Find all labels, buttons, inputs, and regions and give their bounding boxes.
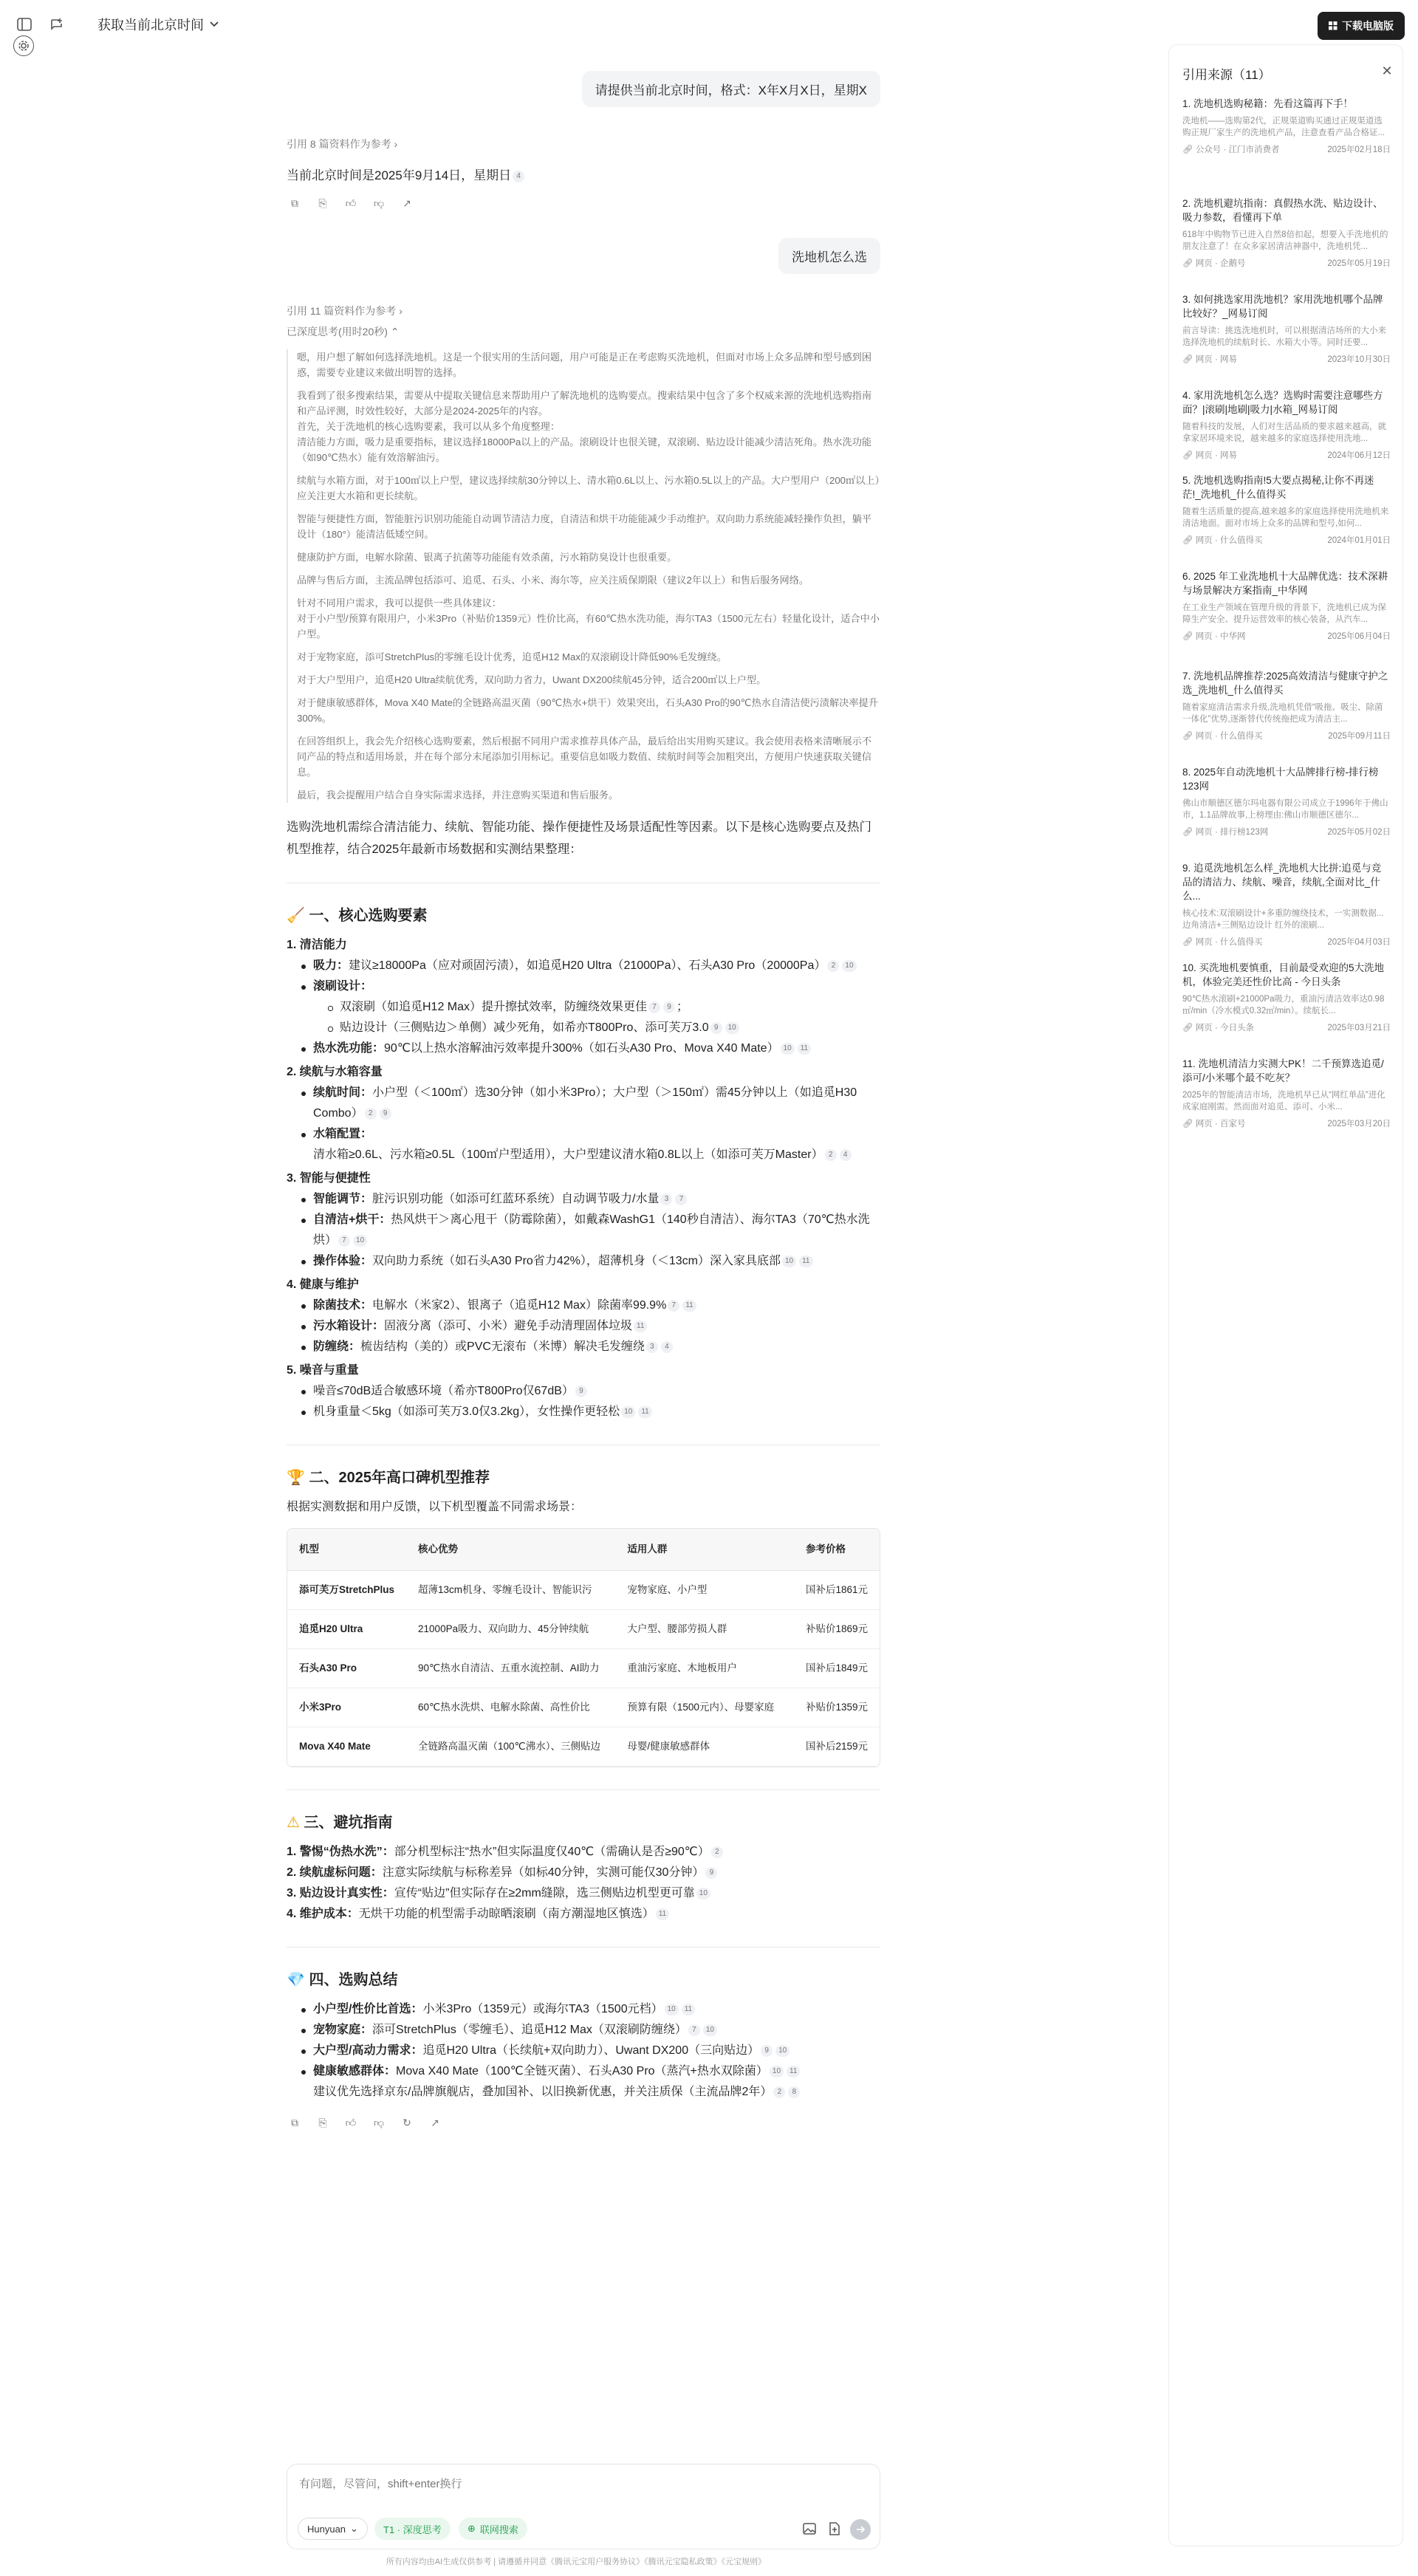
- model-selector[interactable]: Hunyuan ⌄: [298, 2518, 368, 2540]
- citation-item[interactable]: [1182, 669, 1391, 741]
- citation-source: 🔗︎ 网页 · 企鹅号: [1182, 259, 1246, 268]
- citation-item[interactable]: [1182, 196, 1391, 269]
- link-icon: 🔗︎: [1182, 632, 1193, 641]
- image-upload-icon[interactable]: [801, 2521, 818, 2537]
- section-heading: 🧹 一、核心选购要素: [287, 908, 428, 924]
- citation-title: 8. 2025年自动洗地机十大品牌排行榜-排行榜123网: [1182, 767, 1379, 792]
- list-item: 3. 贴边设计真实性：宣传“贴边”但实际存在≥2mm缝隙，选三侧贴边机型更可靠 10: [287, 1883, 880, 1904]
- citation-title: 7. 洗地机品牌推荐:2025高效清洁与健康守护之选_洗地机_什么值得买: [1182, 671, 1388, 696]
- citation-source: 🔗︎ 网页 · 网易: [1182, 355, 1238, 364]
- thinking-paragraph: 健康防护方面，电解水除菌、银离子抗菌等功能能有效杀菌，污水箱防臭设计也很重要。: [297, 552, 677, 563]
- citation-date: 2025年03月21日: [1327, 1024, 1391, 1032]
- table-header: 适用人群: [615, 1529, 794, 1571]
- link-icon: 🔗︎: [1182, 536, 1193, 545]
- message-actions: [287, 195, 880, 211]
- thumbs-up-icon[interactable]: 👍︎: [345, 2117, 357, 2128]
- citation-date: 2024年01月01日: [1327, 536, 1391, 545]
- citation-source: 🔗︎ 网页 · 什么值得买: [1182, 536, 1263, 545]
- footer-disclaimer: 所有内容均由AI生成仅供参考 | 请遵循并同意《腾讯元宝用户服务协议》《腾讯元宝隐私政策》《元宝规则》: [386, 2558, 767, 2566]
- download-desktop-button[interactable]: 下载电脑版: [1318, 12, 1405, 40]
- citation-item[interactable]: [1182, 861, 1391, 948]
- regenerate-icon[interactable]: ↻: [403, 2117, 411, 2128]
- table-row: 追觅H20 Ultra 21000Pa吸力、双向助力、45分钟续航 大户型、腰部劳损人群 补贴价1869元: [287, 1610, 880, 1649]
- list-item: 操作体验：双向助力系统（如石头A30 Pro省力42%），超薄机身（＜13cm）深入家具底部 10 11: [301, 1251, 880, 1272]
- citation-snippet: 618年中购物节已进入自然8倍扣起，想要入手洗地机的朋友注意了！在众多家居清洁神器中，洗地机凭...: [1182, 230, 1388, 251]
- list-item: 4. 维护成本：无烘干功能的机型需手动晾晒滚刷（南方潮湿地区慎选） 11: [287, 1904, 880, 1925]
- citation-item[interactable]: [1182, 292, 1391, 365]
- sidebar-title: 引用来源（11）: [1182, 68, 1271, 82]
- list-item: 热水洗功能：90℃以上热水溶解油污效率提升300%（如石头A30 Pro、Mova X40 Mate） 10 11: [301, 1038, 880, 1059]
- citation-snippet: 随着生活质量的提高,越来越多的家庭选择使用洗地机来清洁地面。面对市场上众多的品牌和型号,如何...: [1182, 507, 1389, 528]
- arrow-right-icon: [855, 2524, 866, 2535]
- citation-snippet: 核心技术:双滚刷设计+多重防缠绕技术，一实测数据...边角清洁+三侧贴边设计 红外的滚刷...: [1182, 909, 1384, 930]
- citation-title: 4. 家用洗地机怎么选？选购时需要注意哪些方面？|滚刷|地刷|吸力|水箱_网易订阅: [1182, 390, 1383, 415]
- forward-icon[interactable]: ↗: [403, 196, 411, 209]
- copy-icon[interactable]: ⧉: [291, 196, 298, 209]
- citation-source: 🔗︎ 网页 · 百家号: [1182, 1120, 1246, 1128]
- gem-icon: 💎: [287, 1972, 305, 1988]
- citation-snippet: 随着科技的发展，人们对生活品质的要求越来越高，就拿家居环境来说，越来越多的家庭选择使用洗地...: [1182, 422, 1386, 443]
- reference-count-link[interactable]: 引用 8 篇资料作为参考 ›: [287, 138, 398, 150]
- table-row: 小米3Pro 60℃热水洗烘、电解水除菌、高性价比 预算有限（1500元内）、母婴家庭 补贴价1359元: [287, 1688, 880, 1727]
- citation-date: 2025年04月03日: [1327, 938, 1391, 947]
- citation-item[interactable]: [1182, 961, 1391, 1033]
- citation-item[interactable]: [1182, 473, 1391, 546]
- citation-source: 🔗︎ 网页 · 中华网: [1182, 632, 1246, 641]
- list-item: 污水箱设计：固液分离（添可、小米）避免手动清理固体垃圾 11: [301, 1316, 880, 1337]
- table-header: 参考价格: [794, 1529, 880, 1571]
- list-item: 双滚刷（如追觅H12 Max）提升擦拭效率，防缠绕效果更佳 7 9 ；: [328, 997, 880, 1018]
- chevron-down-icon: [210, 21, 219, 27]
- link-icon: 🔗︎: [1182, 732, 1193, 741]
- divider: [287, 1789, 880, 1790]
- assistant-answer: 当前北京时间是2025年9月14日，星期日 4: [287, 165, 880, 183]
- citation-source: 🔗︎ 网页 · 网易: [1182, 451, 1238, 460]
- top-bar: [0, 0, 1152, 53]
- citation-source: 🔗︎ 网页 · 什么值得买: [1182, 732, 1263, 741]
- thinking-block: [287, 349, 880, 803]
- link-icon: 🔗︎: [1182, 355, 1193, 364]
- thinking-paragraph: 首先，关于洗地机的核心选购要素，我可以从多个角度整理：: [297, 421, 561, 432]
- list-item: 水箱配置：清水箱≥0.6L、污水箱≥0.5L（100㎡户型适用），大户型建议清水箱0.8L以上（如添可芙万Master） 2 4: [301, 1124, 880, 1165]
- chat-input[interactable]: [299, 2473, 860, 2494]
- conversation-title: 获取当前北京时间: [97, 18, 204, 32]
- citation-source: 🔗︎ 网页 · 今日头条: [1182, 1024, 1255, 1032]
- thinking-paragraph: 智能与便捷性方面，智能脏污识别功能能自动调节清洁力度，自清洁和烘干功能能减少手动维护。双向助力系统能减轻操作负担，躺平设计（180°）能清洁低矮空间。: [297, 513, 872, 540]
- table-row: Mova X40 Mate 全链路高温灭菌（100℃沸水）、三侧贴边 母婴/健康敏感群体 国补后2159元: [287, 1727, 880, 1767]
- citation-item[interactable]: [1182, 388, 1391, 461]
- citation-snippet: 随着家庭清洁需求升级,洗地机凭借“吸拖、吸尘、除菌一体化”优势,逐渐替代传统拖把成为清洁主...: [1182, 703, 1383, 724]
- user-message: 请提供当前北京时间，格式：X年X月X日，星期X: [582, 71, 880, 107]
- list-item: 宠物家庭：添可StretchPlus（零缠毛）、追觅H12 Max（双滚刷防缠绕） 7 10: [301, 2020, 880, 2041]
- settings-gear-icon[interactable]: [13, 35, 34, 56]
- list-item: 2. 续航虚标问题：注意实际续航与标称差异（如标40分钟，实测可能仅30分钟） 9: [287, 1863, 880, 1883]
- thumbs-down-icon[interactable]: 👎︎: [373, 2117, 385, 2128]
- citation-title: 6. 2025 年工业洗地机十大品牌优选：技术深耕与场景解决方案指南_中华网: [1182, 571, 1388, 596]
- list-item: 大户型/高动力需求：追觅H20 Ultra（长续航+双向助力）、Uwant DX200（三向贴边） 9 10: [301, 2041, 880, 2061]
- thumbs-down-icon[interactable]: 👎︎: [373, 196, 385, 209]
- conversation-title-dropdown[interactable]: [97, 15, 219, 34]
- thinking-paragraph: 对于宠物家庭，添可StretchPlus的零缠毛设计优秀，追觅H12 Max的双滚刷设计降低90%毛发缠绕。: [297, 651, 727, 662]
- deep-think-toggle-button[interactable]: T1 · 深度思考: [374, 2518, 451, 2540]
- list-item: 吸力：建议≥18000Pa（应对顽固污渍），如追觅H20 Ultra（21000Pa）、石头A30 Pro（20000Pa） 2 10: [301, 956, 880, 976]
- file-upload-icon[interactable]: [826, 2521, 843, 2537]
- thinking-paragraph: 在回答组织上，我会先介绍核心选购要素，然后根据不同用户需求推荐具体产品，最后给出实用购买建议。我会使用表格来清晰展示不同产品的特点和适用场景，并在每个部分末尾添加引用标记。重要信息如吸力数值、续航时间等会加粗突出，方便用户快速获取关键信息。: [297, 736, 872, 778]
- citation-source: 🔗︎ 网页 · 什么值得买: [1182, 938, 1263, 947]
- web-search-toggle-button[interactable]: ⊕ 联网搜索: [459, 2518, 527, 2540]
- thumbs-up-icon[interactable]: 👍︎: [345, 196, 357, 209]
- link-icon: 🔗︎: [1182, 259, 1193, 268]
- thinking-paragraph: 对于健康敏感群体，Mova X40 Mate的全链路高温灭菌（90℃热水+烘干）效果突出，石头A30 Pro的90℃热水自清洁使污渍解决率提升300%。: [297, 697, 878, 724]
- list-item: 滚刷设计： 双滚刷（如追觅H12 Max）提升擦拭效率，防缠绕效果更佳 7 9 ； 贴边设计（三侧贴边＞单侧）减少死角，如希亦T800Pro、添可芙万3.0 9 10: [301, 976, 880, 1038]
- citation-title: 3. 如何挑选家用洗地机？家用洗地机哪个品牌比较好？_网易订阅: [1182, 294, 1383, 319]
- chat-input-box: [287, 2464, 880, 2549]
- citation-item[interactable]: [1182, 1057, 1391, 1129]
- divider: [287, 1947, 880, 1948]
- share-icon[interactable]: ⎘: [318, 2117, 327, 2128]
- trophy-icon: 🏆: [287, 1470, 305, 1486]
- list-item: 自清洁+烘干：热风烘干＞离心甩干（防霉除菌），如戴森WashG1（140秒自清洁）、海尔TA3（70℃热水洗烘） 7 10: [301, 1210, 880, 1251]
- sidebar-toggle-icon[interactable]: [15, 15, 34, 34]
- citation-sidebar: [1168, 44, 1403, 2546]
- link-icon: 🔗︎: [1182, 1120, 1193, 1128]
- subheading: 5. 噪音与重量: [287, 1364, 359, 1377]
- citation-title: 10. 买洗地机要慎重，目前最受欢迎的5大洗地机，体验完美还性价比高 - 今日头条: [1182, 962, 1385, 987]
- send-button[interactable]: [850, 2519, 871, 2540]
- warning-icon: ⚠: [287, 1815, 300, 1831]
- share-icon[interactable]: ⎘: [318, 196, 327, 209]
- message-actions: [287, 2114, 880, 2131]
- thinking-paragraph: 对于大户型用户，追觅H20 Ultra续航优秀，双向助力省力，Uwant DX200续航45分钟，适合200㎡以上户型。: [297, 674, 767, 685]
- citation-title: 2. 洗地机避坑指南：真假热水洗、贴边设计、吸力参数，看懂再下单: [1182, 198, 1383, 223]
- new-chat-icon[interactable]: [47, 15, 66, 34]
- citation-item[interactable]: [1182, 765, 1391, 837]
- thinking-paragraph: 针对不同用户需求，我可以提供一些具体建议：: [297, 597, 501, 609]
- subheading: 2. 续航与水箱容量: [287, 1066, 383, 1078]
- close-icon[interactable]: ✕: [1381, 63, 1393, 78]
- recommendation-table: [287, 1528, 880, 1767]
- citation-title: 1. 洗地机选购秘籍：先看这篇再下手！: [1182, 98, 1354, 109]
- list-item: 健康敏感群体：Mova X40 Mate（100℃全链灭菌）、石头A30 Pro（蒸汽+热水双除菌） 10 11 建议优先选择京东/品牌旗舰店，叠加国补、以旧换新优惠，并关注质保（主流品牌2年） 2 8: [301, 2061, 880, 2103]
- chat-thread: [287, 53, 880, 2131]
- list-item: 机身重量＜5kg（如添可芙万3.0仅3.2kg），女性操作更轻松 10 11: [301, 1402, 880, 1422]
- table-row: 添可芙万StretchPlus 超薄13cm机身、零缠毛设计、智能识污 宠物家庭、小户型 国补后1861元: [287, 1571, 880, 1610]
- windows-icon: [1329, 21, 1337, 30]
- citation-title: 5. 洗地机选购指南!5大要点揭秘,让你不再迷茫!_洗地机_什么值得买: [1182, 475, 1374, 500]
- citation-snippet: 2025年的智能清洁市场，洗地机早已从“网红单品”进化成家庭刚需。然而面对追觅、添可、小米...: [1182, 1091, 1386, 1111]
- list-item: 小户型/性价比首选：小米3Pro（1359元）或海尔TA3（1500元档） 10 11: [301, 1999, 880, 2020]
- list-item: 贴边设计（三侧贴边＞单侧）减少死角，如希亦T800Pro、添可芙万3.0 9 10: [328, 1018, 880, 1038]
- citation-date: 2025年05月02日: [1327, 828, 1391, 837]
- citation-title: 9. 追觅洗地机怎么样_洗地机大比拼:追觅与竞品的清洁力、续航、噪音，续航,全面对比_什么...: [1182, 863, 1382, 902]
- list-item: 续航时间：小户型（＜100㎡）选30分钟（如小米3Pro）；大户型（＞150㎡）需45分钟以上（如追觅H30 Combo） 2 9: [301, 1083, 880, 1124]
- citation-date: 2025年09月11日: [1328, 732, 1391, 741]
- globe-icon: ⊕: [467, 2523, 476, 2534]
- deep-think-toggle[interactable]: 已深度思考(用时20秒) ⌃: [287, 326, 400, 338]
- citation-date: 2024年06月12日: [1327, 451, 1391, 460]
- table-row: 石头A30 Pro 90℃热水自清洁、五重水流控制、AI助力 重油污家庭、木地板用户 国补后1849元: [287, 1649, 880, 1688]
- table-intro: 根据实测数据和用户反馈，以下机型覆盖不同需求场景：: [287, 1501, 583, 1513]
- thinking-paragraph: 我看到了很多搜索结果，需要从中提取关键信息来帮助用户了解洗地机的选购要点。搜索结果中包含了多个权威来源的洗地机选购指南和产品评测，时效性较好，大部分是2024-2025年的内容。: [297, 390, 872, 417]
- list-item: 1. 警惕“伪热水洗”：部分机型标注“热水”但实际温度仅40℃（需确认是否≥90℃） 2: [287, 1842, 880, 1863]
- link-icon: 🔗︎: [1182, 938, 1193, 947]
- subheading: 1. 清洁能力: [287, 939, 347, 951]
- section-heading: 💎 四、选购总结: [287, 1972, 398, 1988]
- thinking-paragraph: 清洁能力方面，吸力是重要指标，建议选择18000Pa以上的产品。滚刷设计也很关键，双滚刷、贴边设计能减少清洁死角。热水洗功能（如90℃热水）能有效溶解油污。: [297, 436, 872, 463]
- link-icon: 🔗︎: [1182, 145, 1193, 154]
- citation-source: 🔗︎ 公众号 · 江门市消费者: [1182, 145, 1280, 154]
- answer-intro: 选购洗地机需综合清洁能力、续航、智能功能、操作便捷性及场景适配性等因素。以下是核心选购要点及热门机型推荐，结合2025年最新市场数据和实测结果整理：: [287, 821, 871, 856]
- thinking-paragraph: 最后，我会提醒用户结合自身实际需求选择，并注意购买渠道和售后服务。: [297, 789, 619, 801]
- citation-title: 11. 洗地机清洁力实测大PK！二千预算选追觅/添可/小米哪个最不吃灰？: [1182, 1058, 1384, 1083]
- thinking-paragraph: 品牌与售后方面，主流品牌包括添可、追觅、石头、小米、海尔等，应关注质保期限（建议2年以上）和售后服务网络。: [297, 575, 809, 586]
- citation-snippet: 在工业生产领域在管理升级的背景下，洗地机已成为保障生产安全、提升运营效率的核心装备，从汽车...: [1182, 603, 1386, 624]
- list-item: 防缠绕：梳齿结构（美的）或PVC无滚布（米博）解决毛发缠绕 3 4: [301, 1337, 880, 1357]
- copy-icon[interactable]: ⧉: [291, 2117, 298, 2128]
- citation-source: 🔗︎ 网页 · 排行榜123网: [1182, 828, 1269, 837]
- thinking-paragraph: 对于小户型/预算有限用户，小米3Pro（补贴价1359元）性价比高，有60℃热水洗功能，海尔TA3（1500元左右）轻量化设计，适合中小户型。: [297, 613, 880, 640]
- citation-date: 2025年05月19日: [1327, 259, 1391, 268]
- link-icon: 🔗︎: [1182, 451, 1193, 460]
- section-heading: ⚠ 三、避坑指南: [287, 1815, 393, 1831]
- citation-snippet: 前言导读：挑选洗地机时，可以根据清洁场所的大小来选择洗地机的续航时长、水箱大小等。同时还要...: [1182, 326, 1386, 347]
- citation-item[interactable]: [1182, 97, 1391, 155]
- table-header: 核心优势: [406, 1529, 615, 1571]
- reference-count-link[interactable]: 引用 11 篇资料作为参考 ›: [287, 305, 403, 317]
- thinking-paragraph: 续航与水箱方面，对于100㎡以上户型，建议选择续航30分钟以上、清水箱0.6L以上、污水箱0.5L以上的产品。大户型用户（200㎡以上）应关注更大水箱和更长续航。: [297, 475, 880, 501]
- user-message: 洗地机怎么选: [778, 238, 880, 274]
- citation-date: 2023年10月30日: [1327, 355, 1391, 364]
- broom-icon: 🧹: [287, 908, 305, 924]
- section-heading: 🏆 二、2025年高口碑机型推荐: [287, 1470, 490, 1486]
- thinking-paragraph: 嗯，用户想了解如何选择洗地机。这是一个很实用的生活问题，用户可能是正在考虑购买洗地机，但面对市场上众多品牌和型号感到困惑，需要专业建议来做出明智的选择。: [297, 352, 872, 378]
- list-item: 智能调节：脏污识别功能（如添可红蓝环系统）自动调节吸力/水量 3 7: [301, 1189, 880, 1210]
- citation-snippet: 洗地机——选购第2代，正规渠道购买通过正规渠道选购正规厂家生产的洗地机产品，注意查看产品合格证...: [1182, 117, 1386, 137]
- table-header: 机型: [287, 1529, 406, 1571]
- citation-date: 2025年06月04日: [1327, 632, 1391, 641]
- link-icon: 🔗︎: [1182, 1024, 1193, 1032]
- subheading: 4. 健康与维护: [287, 1278, 359, 1291]
- chevron-down-icon: ⌄: [350, 2523, 358, 2534]
- citation-date: 2025年03月20日: [1327, 1120, 1391, 1128]
- subheading: 3. 智能与便捷性: [287, 1172, 371, 1185]
- list-item: 噪音≤70dB适合敏感环境（希亦T800Pro仅67dB） 9: [301, 1381, 880, 1402]
- link-icon: 🔗︎: [1182, 828, 1193, 837]
- citation-date: 2025年02月18日: [1327, 145, 1391, 154]
- citation-item[interactable]: [1182, 569, 1391, 642]
- forward-icon[interactable]: ↗: [431, 2117, 439, 2128]
- citation-snippet: 佛山市顺德区德尔玛电器有限公司成立于1996年于佛山市，1.1品牌故事,上榜理由:佛山市顺德区德尔...: [1182, 799, 1388, 820]
- citation-snippet: 90℃热水滚刷+21000Pa吸力，重油污清洁效率达0.98㎡/min（冷水模式0.32㎡/min）。续航长...: [1182, 995, 1385, 1015]
- list-item: 除菌技术：电解水（米家2）、银离子（追觅H12 Max）除菌率99.9% 7 11: [301, 1295, 880, 1316]
